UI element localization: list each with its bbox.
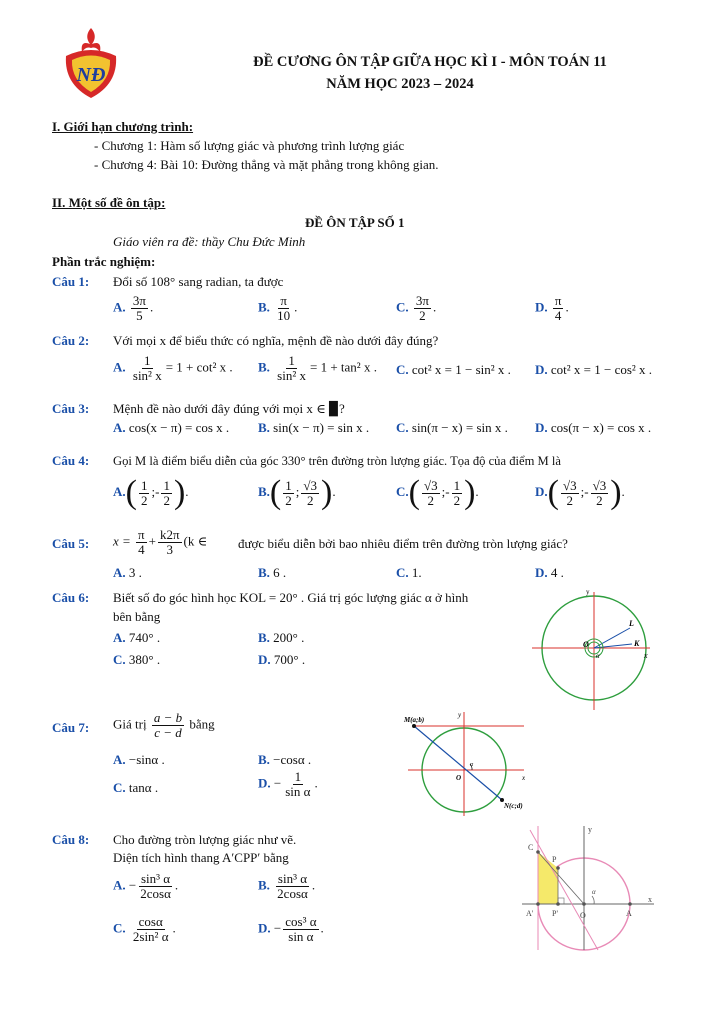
q7-option-c (113, 780, 158, 796)
q4-label: Câu 4: (52, 453, 90, 468)
section-1-heading: I. Giới hạn chương trình: (52, 119, 194, 134)
q1-a-den: 5 (136, 308, 143, 323)
q1-c-num: 3π (415, 293, 429, 308)
opt-letter: B. (258, 483, 270, 499)
q8-ap-label: A' (526, 909, 534, 918)
section-2-heading: II. Một số đề ôn tập: (52, 195, 166, 210)
q8-figure (518, 822, 658, 952)
opt-letter: A. (113, 752, 126, 767)
q5-text: được biểu diễn bởi bao nhiêu điểm trên đường tròn lượng giác? (238, 536, 568, 551)
q7-text (113, 711, 215, 740)
q4-option-c: C.( $\frac{√3}{2}$ ;- $\frac{1}{2}$ ). (396, 474, 479, 511)
opt-letter: B. (258, 420, 270, 435)
q2-option-c (396, 362, 511, 378)
opt-letter: A. (113, 483, 126, 499)
q6-option-d (258, 652, 305, 668)
q7-num: a − b (153, 710, 183, 725)
frac-num: √3 (423, 477, 438, 493)
q1-d-den: 4 (554, 308, 562, 323)
q6-a-text: 740° . (128, 630, 161, 645)
q8-a-label: A (626, 909, 632, 918)
q6-k-label: K (634, 639, 640, 648)
opt-letter: C. (396, 565, 409, 580)
q5-tail: (k ∈ (183, 533, 208, 549)
q7-b-text: −cosα . (273, 752, 312, 767)
q8-point-a-prime (536, 902, 540, 906)
frac-num: √3 (562, 477, 577, 493)
q7-d-num: 1 (294, 769, 302, 784)
q6-b-text: 200° . (273, 630, 305, 645)
q6-x-label: x (644, 651, 648, 660)
frac-den: 2 (306, 492, 314, 508)
q2-text: Với mọi x để biểu thức có nghĩa, mệnh đề nào dưới đây đúng? (113, 333, 439, 348)
opt-letter: D. (258, 652, 271, 667)
q3-text: Mệnh đề nào dưới đây đúng với mọi x ∈ ▉? (113, 401, 345, 416)
opt-letter: D. (258, 920, 271, 936)
opt-letter: C. (396, 362, 409, 377)
q5-option-a (113, 565, 142, 581)
frac-num: 1 (140, 477, 148, 493)
q1-b-den: 10 (277, 308, 291, 323)
q8-p-label: P (552, 855, 557, 864)
q1-a-num: 3π (132, 293, 146, 308)
q8-point-p (556, 866, 560, 870)
q8-a-den: 2cosα (140, 886, 171, 901)
q8-c-label: C (528, 843, 534, 852)
q8-angle-arc (592, 896, 594, 904)
q5-lead: x = (113, 533, 131, 549)
q1-text: Đổi số 108° sang radian, ta được (113, 274, 284, 289)
opt-letter: C. (113, 652, 126, 667)
q1-d-num: π (554, 293, 562, 308)
q7-option-d: D. − $\frac{1}{\text{sin α}}$ . (258, 769, 318, 799)
q6-label: Câu 6: (52, 590, 90, 605)
q8-option-d: D. − $\frac{\text{cos³ α}}{\text{sin α}}$ . (258, 914, 324, 944)
q8-a-num: sin³ α (140, 871, 171, 886)
q7-point-m (412, 724, 416, 728)
q6-text: Biết số đo góc hình học KOL = 20° . Giá trị góc lượng giác α ở hình (113, 590, 469, 605)
q7-y-label: y (458, 711, 462, 719)
q3-c-text: sin(π − x) = sin x . (411, 420, 508, 435)
q5-frac1-den: 4 (138, 542, 145, 557)
q3-b-text: sin(x − π) = sin x . (273, 420, 370, 435)
q7-n-label: N(c;d) (504, 802, 523, 810)
q8-pp-label: P' (552, 909, 558, 918)
q8-text: Cho đường tròn lượng giác như vẽ. (113, 832, 297, 847)
teacher-line: Giáo viên ra đề: thầy Chu Đức Minh (113, 234, 306, 249)
q5-option-c (396, 565, 422, 581)
frac-den: 2 (140, 492, 148, 508)
opt-letter: C. (113, 920, 126, 936)
q8-point-c (536, 850, 540, 854)
logo-text: NĐ (76, 64, 106, 86)
opt-letter: A. (113, 359, 126, 375)
q8-point-a (628, 902, 632, 906)
opt-letter: D. (535, 299, 548, 315)
q8-option-b: B. $\frac{\text{sin³ α}}{2\cos\alpha}$ . (258, 871, 316, 901)
section-1-item-2: - Chương 4: Bài 10: Đường thẳng và mặt phẳng trong không gian. (94, 157, 439, 172)
q2-frac-den: sin² x (277, 368, 306, 383)
q6-y-label: y (586, 588, 590, 596)
frac-num: √3 (303, 477, 318, 493)
q7-a-text: −sinα . (128, 752, 165, 767)
q4-option-b: B.( $\frac{1}{2}$ ; $\frac{√3}{2}$ ). (258, 474, 336, 511)
q4-option-a: A.( $\frac{1}{2}$ ;- $\frac{1}{2}$ ). (113, 474, 189, 511)
q1-c-den: 2 (419, 308, 426, 323)
q2-frac-num: 1 (144, 353, 151, 368)
exam-title: ĐỀ ÔN TẬP SỐ 1 (305, 215, 405, 230)
frac-den: 2 (163, 492, 170, 508)
frac-num: 1 (453, 477, 461, 493)
q6-d-text: 700° . (273, 652, 306, 667)
q2-option-b (258, 354, 377, 383)
q6-l-label: L (629, 619, 634, 628)
sign: - (155, 483, 160, 499)
section-1-item-1: - Chương 1: Hàm số lượng giác và phương trình lượng giác (94, 138, 405, 153)
q7-x-label: x (522, 774, 526, 782)
opt-letter: B. (258, 359, 270, 375)
q7-o-label: O (456, 774, 462, 782)
q2-frac-num: 1 (288, 353, 295, 368)
opt-letter: B. (258, 752, 270, 767)
opt-letter: C. (396, 483, 409, 499)
q8-label: Câu 8: (52, 832, 90, 847)
q6-figure (528, 586, 658, 716)
q8-text-2: Diện tích hình thang A′CPP′ bằng (113, 850, 289, 865)
opt-letter: D. (258, 775, 271, 791)
q3-option-c (396, 420, 508, 436)
q3-option-b (258, 420, 369, 436)
opt-letter: B. (258, 630, 270, 645)
q5-frac2-den: 3 (166, 542, 173, 557)
q5-plus: + (148, 533, 156, 549)
q8-option-a: A. − $\frac{\text{sin³ α}}{2\cos\alpha}$ . (113, 871, 179, 901)
opt-letter: D. (535, 483, 548, 499)
q2-d-text: cot² x = 1 − cos² x . (550, 362, 653, 377)
school-logo (58, 24, 124, 102)
opt-letter: A. (113, 630, 126, 645)
q8-d-den: sin α (288, 929, 314, 944)
frac-den: 2 (285, 492, 292, 508)
q5-frac2-num: k2π (159, 527, 180, 542)
q6-c-text: 380° . (128, 652, 161, 667)
q8-d-num: cos³ α (285, 914, 317, 929)
q8-alpha-label: α (592, 888, 596, 896)
q7-d-den: sin α (285, 784, 311, 799)
q4-option-d: D.( $\frac{√3}{2}$ ;- $\frac{√3}{2}$ ). (535, 474, 625, 511)
q6-alpha-label: α (596, 652, 600, 660)
q1-option-c: C. $\frac{3\pi}{2}$ . (396, 293, 437, 323)
q1-option-b: B. $\frac{\pi}{10}$ . (258, 293, 298, 323)
opt-letter: D. (535, 565, 548, 580)
frac-num: 1 (163, 477, 170, 493)
q3-option-d (535, 420, 651, 436)
q4-text: Gọi M là điểm biểu diễn của góc 330° trên đường tròn lượng giác. Tọa độ của điểm M là (113, 454, 561, 468)
q5-a-text: 3 . (128, 565, 142, 580)
q5-d-text: 4 . (550, 565, 564, 580)
q7-figure (400, 708, 535, 818)
frac-den: 2 (453, 492, 461, 508)
title-line-1: ĐỀ CƯƠNG ÔN TẬP GIỮA HỌC KÌ I - MÔN TOÁN 11 (253, 54, 607, 70)
q6-option-b (258, 630, 304, 646)
q8-c-num: cosα (138, 914, 163, 929)
q5-formula (113, 528, 207, 557)
q8-x-label: x (648, 895, 652, 904)
q7-label: Câu 7: (52, 720, 90, 735)
frac-num: 1 (285, 477, 292, 493)
opt-letter: C. (113, 780, 126, 795)
q2-label: Câu 2: (52, 333, 90, 348)
opt-letter: A. (113, 877, 126, 893)
sign: - (584, 483, 589, 499)
opt-letter: D. (535, 420, 548, 435)
q7-tail: bằng (189, 716, 215, 732)
q6-o-label: O (583, 640, 589, 649)
opt-letter: A. (113, 299, 126, 315)
q8-y-label: y (588, 825, 592, 834)
q7-lead: Giá trị (113, 716, 147, 732)
q1-option-d: D. $\frac{\pi}{4}$ . (535, 293, 569, 323)
q2-option-a (113, 354, 233, 383)
opt-letter: A. (113, 565, 126, 580)
q6-text-2: bên bằng (113, 609, 161, 624)
q5-c-text: 1. (411, 565, 422, 580)
q7-option-a (113, 752, 165, 768)
q1-option-a: A. $\frac{3\pi}{5}$ . (113, 293, 154, 323)
q7-alpha-label: α (470, 762, 474, 768)
q2-c-text: cot² x = 1 − sin² x . (411, 362, 511, 377)
q5-option-b (258, 565, 286, 581)
opt-letter: B. (258, 299, 270, 315)
q7-den: c − d (154, 725, 182, 740)
frac-den: 2 (427, 492, 435, 508)
q8-c-den: 2sin² α (132, 929, 169, 944)
q2-b-text: = 1 + tan² x . (310, 359, 377, 375)
q7-option-b (258, 752, 311, 768)
q8-o-label: O (580, 911, 586, 920)
q7-m-label: M(a;b) (404, 716, 425, 724)
part-heading: Phần trắc nghiệm: (52, 254, 156, 269)
opt-letter: D. (535, 362, 548, 377)
q1-b-num: π (280, 293, 287, 308)
opt-letter: C. (396, 420, 409, 435)
q6-option-c (113, 652, 160, 668)
q8-point-p-prime (556, 902, 560, 906)
opt-letter: B. (258, 877, 270, 893)
q2-a-text: = 1 + cot² x . (165, 359, 233, 375)
opt-letter: C. (396, 299, 409, 315)
frac-den: 2 (566, 492, 574, 508)
q2-option-d (535, 362, 652, 378)
q3-label: Câu 3: (52, 401, 90, 416)
opt-letter: B. (258, 565, 270, 580)
q6-option-a (113, 630, 160, 646)
frac-den: 2 (596, 492, 603, 508)
q1-label: Câu 1: (52, 274, 90, 289)
q5-label: Câu 5: (52, 536, 90, 551)
q5-b-text: 6 . (273, 565, 287, 580)
q3-a-text: cos(x − π) = cos x . (128, 420, 230, 435)
title-line-2: NĂM HỌC 2023 – 2024 (326, 76, 474, 92)
q5-option-d (535, 565, 564, 581)
q8-b-num: sin³ α (277, 871, 308, 886)
opt-letter: A. (113, 420, 126, 435)
sign: - (445, 483, 450, 499)
q7-c-text: tanα . (128, 780, 159, 795)
q2-frac-den: sin² x (132, 368, 162, 383)
q8-point-o (582, 902, 586, 906)
q5-frac1-num: π (138, 527, 145, 542)
q3-option-a (113, 420, 229, 436)
q8-b-den: 2cosα (277, 886, 308, 901)
q8-option-c: C. $\frac{\cos\alpha}{\text{2sin² α}}$ . (113, 914, 176, 944)
frac-num: √3 (592, 477, 607, 493)
q3-d-text: cos(π − x) = cos x . (550, 420, 652, 435)
